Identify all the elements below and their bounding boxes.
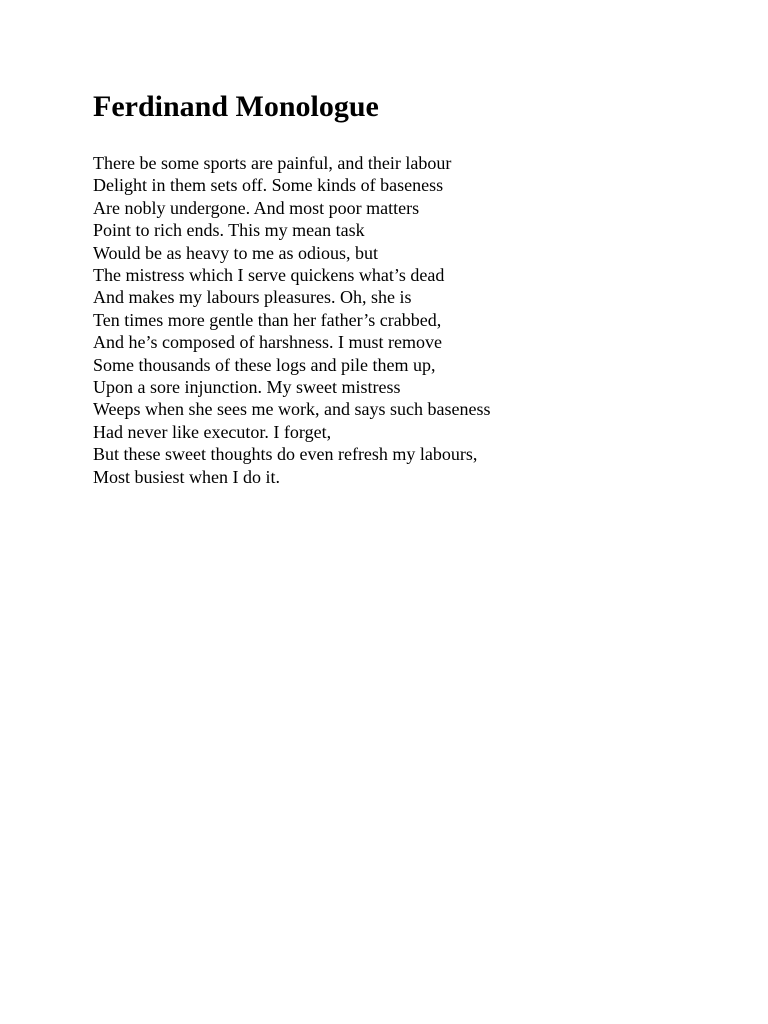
poem-line: Most busiest when I do it. [93, 466, 280, 487]
poem-line: Ten times more gentle than her father’s crabbed, [93, 309, 442, 330]
poem-line: Some thousands of these logs and pile them up, [93, 354, 436, 375]
poem-line: Upon a sore injunction. My sweet mistress [93, 377, 401, 398]
monologue-text [93, 152, 713, 488]
poem-line: Delight in them sets off. Some kinds of baseness [93, 175, 444, 196]
poem-line: There be some sports are painful, and their labour [93, 153, 452, 173]
poem-line: Would be as heavy to me as odious, but [93, 242, 379, 263]
poem-line: Had never like executor. I forget, [93, 421, 332, 442]
poem-line: And he’s composed of harshness. I must remove [93, 332, 442, 353]
poem-line: Are nobly undergone. And most poor matters [93, 197, 420, 218]
poem-line: Point to rich ends. This my mean task [93, 220, 365, 241]
poem-line: But these sweet thoughts do even refresh my labours, [93, 444, 478, 465]
document-content [93, 86, 713, 488]
poem-line: And makes my labours pleasures. Oh, she is [93, 287, 412, 308]
poem-line: The mistress which I serve quickens what’s dead [93, 265, 445, 286]
poem-line: Weeps when she sees me work, and says such baseness [93, 399, 491, 420]
page-title: Ferdinand Monologue [93, 90, 379, 123]
